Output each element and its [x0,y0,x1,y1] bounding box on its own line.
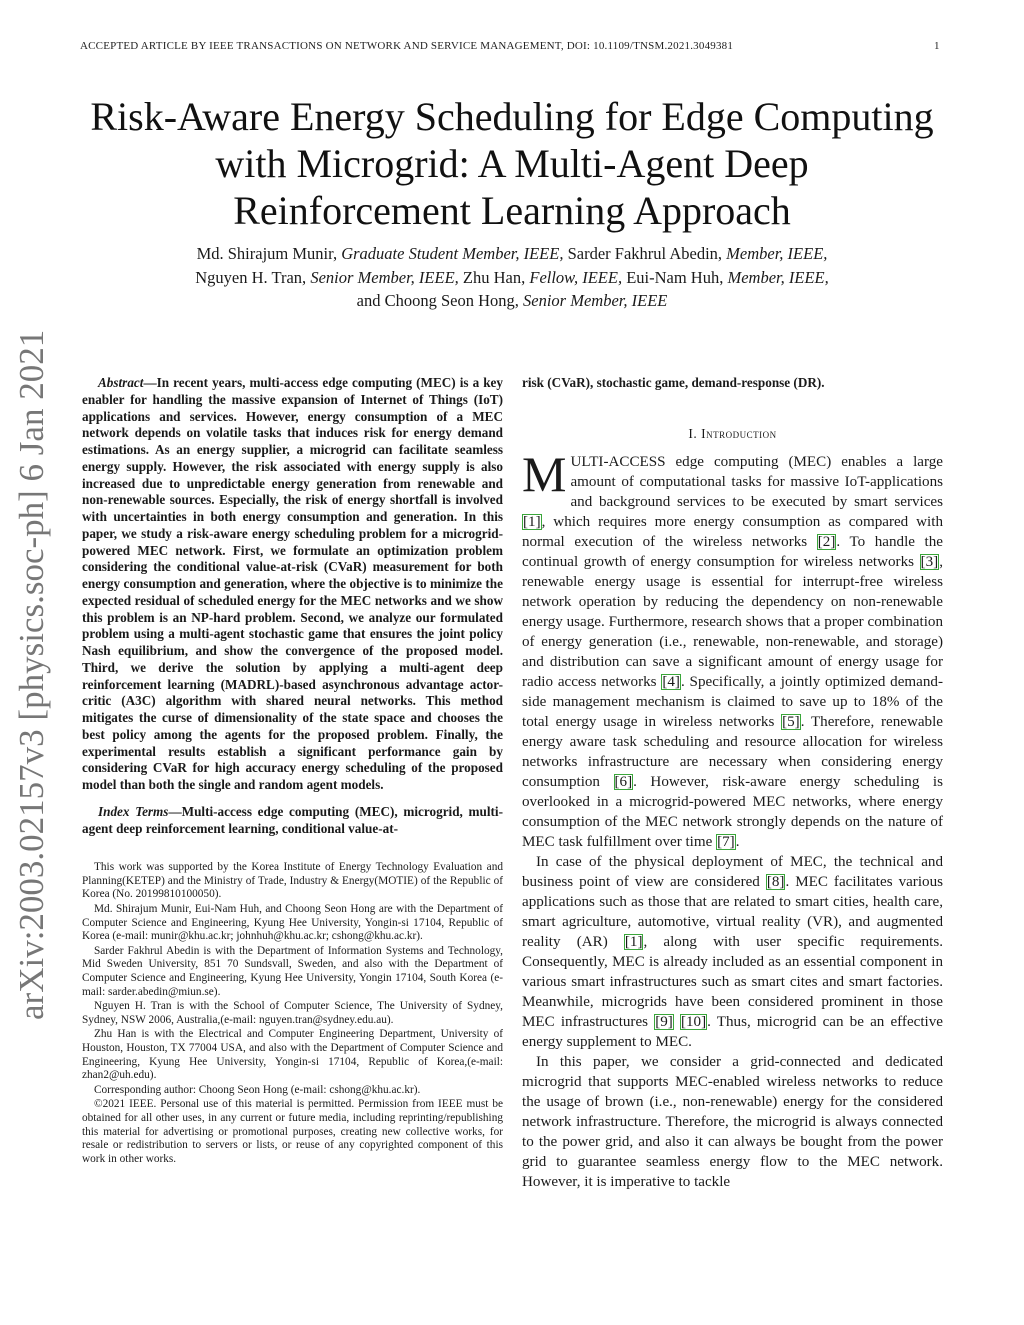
footnote: Corresponding author: Choong Seon Hong (e-mail: cshong@khu.ac.kr). [94,1083,421,1096]
paragraph-text: , renewable energy usage is essential for interrupt-free wireless network operation by reducing the dependency on non-renewable energy usage. Furthermore, research shows that a proper combination of energy generation (i.e., renewable, non-renewable, and storage) and distribution can save a significant amount of energy usage for radio access networks [522,553,943,690]
author-role: Senior Member, IEEE [523,291,668,310]
section-number: I. [688,425,698,441]
paragraph-text: In this paper, we consider a grid-connected and dedicated microgrid that supports MEC-enabled wireless networks to reduce the usage of brown (i.e., non-renewable) energy for the considered network infrastructure. Therefore, the microgrid is always connected to the power grid, and also it can always be bought from the power grid to guarantee seamless energy flow to the MEC network. However, it is imperative to tackle [522,1053,943,1190]
citation-link[interactable]: [6] [614,773,633,790]
author-list [62,242,962,313]
footnote: Zhu Han is with the Electrical and Computer Engineering Department, University of Houston, Houston, TX 77004 USA, and also with the Department of Computer Science and Engineering, Kyung Hee University, Yongin-si 17104, Republic of Korea,(e-mail: zhan2@uh.edu). [82,1028,503,1082]
abstract-label: Abstract [98,375,144,390]
paragraph-text: . MEC facilitates various applications such as those that are related to smart cities, health care, smart agriculture, automotive, virtual reality (VR), and augmented reality (AR) [522,873,943,950]
paragraph-text: . Therefore, renewable energy aware task scheduling and resource allocation for wireless networks infrastructure are necessary when considering energy consumption [522,713,943,790]
author-role: Member, IEEE, [727,267,829,287]
intro-paragraph-2 [522,852,943,1052]
author-role: Senior Member, IEEE, [310,267,459,287]
index-terms-continued: risk (CVaR), stochastic game, demand-response (DR). [522,375,825,390]
title-line-2: with Microgrid: A Multi-Agent Deep [215,141,809,186]
title-line-1: Risk-Aware Energy Scheduling for Edge Computing [90,94,934,139]
footnote: This work was supported by the Korea Institute of Energy Technology Evaluation and Planning(KETEP) and the Ministry of Trade, Industry & Energy(MOTIE) of the Republic of Korea (No. 20199810100050). [82,861,503,901]
citation-link[interactable]: [2] [817,533,836,550]
section-title: Introduction [701,425,777,441]
paper-title [62,93,962,234]
author-name: Zhu Han, [458,267,530,287]
title-line-3: Reinforcement Learning Approach [233,188,791,233]
author-name: and Choong Seon Hong, [356,291,524,310]
paragraph-text: . Specifically, a jointly optimized demand-side management mechanism is claimed to save up to 18% of the total energy usage in wireless networks [522,673,943,730]
author-name: Eui-Nam Huh, [622,267,728,287]
paragraph-text: ULTI-ACCESS edge computing (MEC) enables a large amount of computational tasks for massive IoT-applications and background services to be executed by smart services [570,453,943,510]
index-terms-label: Index Terms [98,803,169,819]
paragraph-text: . To handle the continual growth of energy consumption for wireless networks [522,533,943,570]
author-name: Md. Shirajum Munir, [196,244,342,263]
paragraph-text: . [735,833,740,850]
footnote: Nguyen H. Tran is with the School of Computer Science, The University of Sydney, Sydney, NSW 2006, Australia,(e-mail: nguyen.tran@sydney.edu.au). [82,1000,503,1026]
intro-paragraph-1 [522,445,943,852]
paragraph-text: , which requires more energy consumption as compared with normal execution of the wireless networks [522,513,943,550]
index-terms [82,804,503,838]
paragraph-text: . Thus, microgrid can be an effective energy supplement to MEC. [522,1013,943,1050]
footnote: Md. Shirajum Munir, Eui-Nam Huh, and Choong Seon Hong are with the Department of Computer Science and Engineering, Kyung Hee University, Yongin-si 17104, Republic of Korea (e-mail: munir@khu.ac.kr; johnhuh@khu.ac.kr; cshong@khu.ac.kr). [82,903,503,943]
citation-link[interactable]: [5] [782,713,800,730]
author-role: Member, IEEE, [726,244,828,263]
paragraph-text: . However, risk-aware energy scheduling is overlooked in a microgrid-powered MEC networks, where energy consumption of the MEC network strongly depends on the nature of MEC task fulfillment over time [522,773,943,850]
citation-link[interactable]: [1] [624,933,643,950]
index-terms-text: —Multi-access edge computing (MEC), microgrid, multi-agent deep reinforcement learning, conditional value-at- [82,803,503,836]
citation-link[interactable]: [7] [717,833,735,850]
citation-link[interactable]: [3] [920,553,939,570]
drop-cap: M [522,445,567,502]
abstract [82,375,503,794]
citation-link[interactable]: [8] [766,873,785,890]
abstract-text: —In recent years, multi-access edge computing (MEC) is a key enabler for handling the massive expansion of Internet of Things (IoT) applications and services. However, energy consumption of a MEC network depends on volatile tasks that induces risk for energy demand estimations. As an energy supplier, a microgrid can facilitate seamless energy supply. However, the risk associated with energy supply is also increased due to unpredictable energy generation from renewable and non-renewable sources. Especially, the risk of energy shortfall is involved with uncertainties in both energy consumption and generation. In this paper, we study a risk-aware energy scheduling problem for a microgrid-powered MEC network. First, we formulate an optimization problem considering the conditional value-at-risk (CVaR) measurement for both energy consumption and generation, where the objective is to minimize the expected residual of scheduled energy for the MEC networks and we show this problem is an NP-hard problem. Second, we analyze our formulated problem using a multi-agent stochastic game that ensures the joint policy Nash equilibrium, and show the convergence of the proposed model. Third, we derive the solution by applying a multi-agent deep reinforcement learning (MADRL)-based asynchronous advantage actor-critic (A3C) algorithm with shared neural networks. This method mitigates the curse of dimensionality of the state space and chooses the best policy among the agents for the proposed problem. Finally, the experimental results establish a significant performance gain by considering CVaR for high accuracy energy scheduling of the proposed model than both the single and random agent models. [82,375,503,792]
footnote: ©2021 IEEE. Personal use of this material is permitted. Permission from IEEE must be obtained for all other uses, in any current or future media, including reprinting/republishing this material for advertising or promotional purposes, creating new collective works, for resale or redistribution to servers or lists, or reuse of any copyrighted component of this work in other works. [82,1098,503,1165]
citation-link[interactable]: [4] [662,673,680,690]
citation-link[interactable]: [1] [523,513,541,530]
author-name: Sarder Fakhrul Abedin, [563,244,727,263]
author-name: Nguyen H. Tran, [195,267,311,287]
citation-link[interactable]: [9] [655,1013,673,1030]
left-column [82,375,503,1167]
running-head: ACCEPTED ARTICLE BY IEEE TRANSACTIONS ON NETWORK AND SERVICE MANAGEMENT, DOI: 10.1109/TNSM.2021.3049381 [80,40,734,52]
section-heading [522,426,943,442]
paragraph-text: In case of the physical deployment of MEC, the technical and business point of view are considered [522,853,943,890]
author-role: Fellow, IEEE, [529,267,623,287]
citation-link[interactable]: [10] [680,1013,707,1030]
footnote: Sarder Fakhrul Abedin is with the Department of Information Systems and Technology, Mid Sweden University, 851 70 Sundsvall, Sweden, and also with the Department of Computer Science and Engineering, Kyung Hee University, Yongin 17104, South Korea (e-mail: sarder.abedin@miun.se). [82,944,503,998]
paragraph-text: , along with user specific requirements. Consequently, MEC is already included as an essential component in various smart infrastructures such as smart cites and smart factories. Meanwhile, microgrids have been considered prominent in those MEC infrastructures [522,933,944,1030]
page-number: 1 [934,40,940,52]
right-column [522,375,943,1192]
footnotes [82,861,503,1166]
arxiv-identifier[interactable]: arXiv:2003.02157v3 [physics.soc-ph] 6 Jan 2021 [12,329,51,1020]
intro-paragraph-3 [522,1052,943,1192]
author-role: Graduate Student Member, IEEE, [341,244,564,263]
